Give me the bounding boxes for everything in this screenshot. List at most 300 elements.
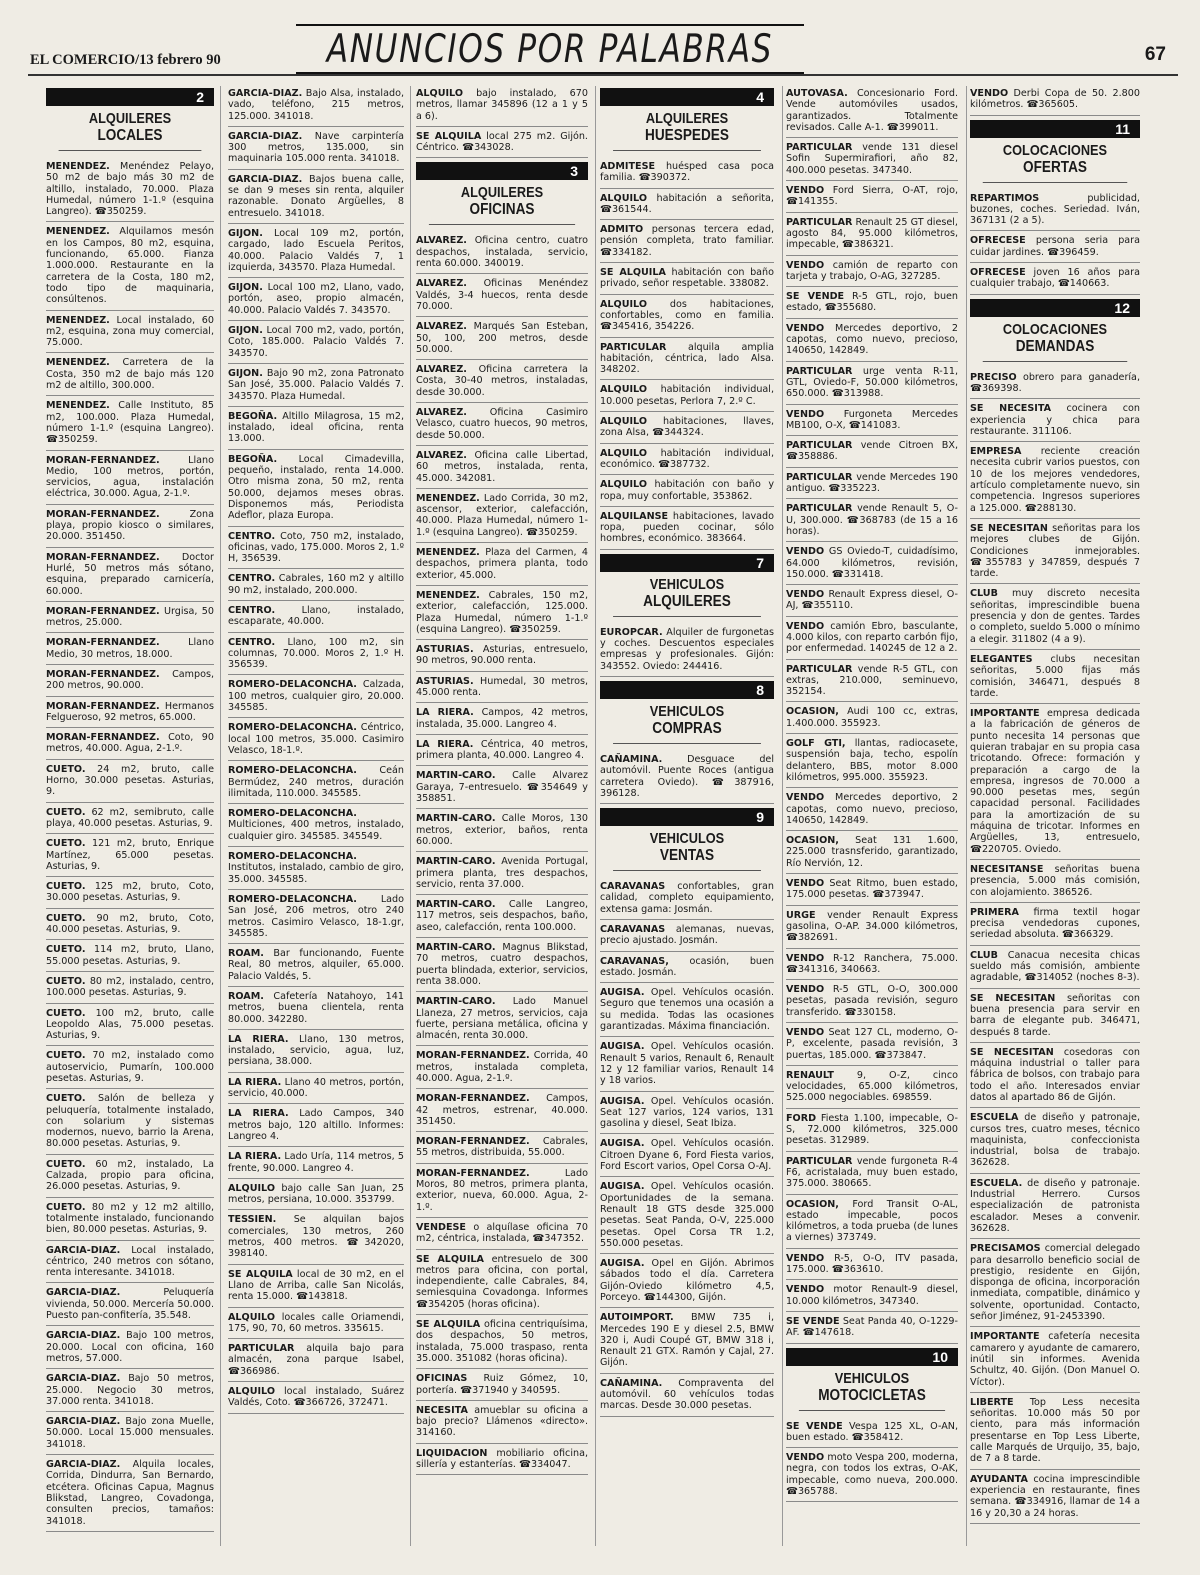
classified-ad [46, 451, 214, 505]
ad-text: habitación individual, 10.000 pesetas, Perlora 7, 2.º C. [600, 384, 774, 407]
ad-lead: REPARTIMOS [970, 192, 1040, 204]
ad-lead: AYUDANTA [970, 1473, 1028, 1485]
ad-lead: PARTICULAR [786, 503, 853, 515]
ad-text: 100 m2, bruto, calle Leopoldo Alas, 75.000 pesetas. Asturias, 9. [46, 1007, 214, 1042]
ad-text: empresa dedicada a la fabricación de géneros de punto necesita 14 personas que quieran trabajar en su propia casa tricotando. Ofrece: formación y preparación a cargo de la empresa, ingresos de 70.000 a 90.000 pesetas mes, según capacidad personal. Facilidades para la amortización de su máquina de tricotar. Informes en Argüelles, 13, entresuelo, ☎220705. Oviedo. [970, 708, 1140, 855]
ad-lead: GIJON. [228, 325, 263, 337]
ad-lead: ROMERO-DELACONCHA. [228, 893, 357, 905]
ad-lead: CUETO. [46, 1201, 86, 1213]
classified-ad [46, 1198, 214, 1241]
ad-lead: GARCIA-DIAZ. [46, 1330, 121, 1342]
section-title [613, 110, 761, 151]
ad-lead: SE ALQUILA [416, 130, 482, 142]
classified-ad [416, 895, 588, 938]
ad-lead: NECESITANSE [970, 863, 1044, 875]
ad-text: señoritas buena presencia, 5.000 más comisión, con alojamiento. 386526. [970, 863, 1140, 898]
ad-text: 80 m2 y 12 m2 altillo, totalmente instalado, funcionando bien, 80.000 pesetas. Asturias, 9. [46, 1201, 214, 1236]
ad-lead: NECESITA [416, 1404, 468, 1416]
classified-ad [600, 189, 774, 221]
classified-ad [228, 364, 404, 407]
ad-text: Plaza del Carmen, 4 despachos, primera planta, todo exterior, 45.000. [416, 547, 588, 581]
ad-text: Bajo zona Muelle, 50.000. Local 15.000 mensuales. 341018. [46, 1416, 214, 1450]
ad-lead: AUGISA. [600, 1181, 645, 1193]
ad-text: Humedal, 30 metros, 45.000 renta. [416, 675, 588, 698]
ad-lead: MARTIN-CARO. [416, 899, 496, 911]
ad-lead: GARCIA-DIAZ. [46, 1416, 121, 1428]
classified-ad [416, 640, 588, 672]
ad-text: Top Less necesita señoritas. 10.000 más 50 por ciento, para más información presentarse en Top Less Liberte, calle Marqués de Urquijo, 35, bajo, de 7 a 8 tarde. [970, 1396, 1140, 1465]
classified-ad [970, 1327, 1140, 1392]
classified-ad [786, 1280, 958, 1312]
ad-text: Opel. Vehículos ocasión. Renault 5 varios, Renault 6, Renault 12 y 12 familiar varios, Renault 14 y 18 varios. [600, 1041, 774, 1087]
ad-text: local de 30 m2, en el Llano de Arriba, calle San Nicolás, renta 15.000. ☎143818. [228, 1268, 404, 1303]
ad-lead: SE ALQUILA [416, 1319, 481, 1331]
ad-lead: ROMERO-DELACONCHA. [228, 851, 357, 863]
ad-text: camión de reparto con tarjeta y trabajo, O-AG, 327285. [786, 259, 958, 282]
ad-text: Nave carpintería 300 metros, 135.000, sin maquinaria 105.000 renta. 341018. [228, 130, 404, 165]
classified-ad [46, 1241, 214, 1284]
ad-text: Concesionario Ford. Vende automóviles usados, garantizados. Totalmente revisados. Calle A-1. ☎399011. [786, 88, 958, 133]
ad-text: Local Cimadevilla, pequeño, instalado, renta 14.000. Otro misma zona, 50 m2, renta 50.000, dejamos meses obras. Disponemos más, Periodista Adeflor, plaza Europa. [228, 453, 404, 522]
ad-text: habitación con baño y ropa, muy confortable, 353862. [600, 479, 774, 502]
ad-text: joven 16 años para cualquier trabajo, ☎140663. [970, 267, 1140, 290]
section-title [799, 1370, 945, 1411]
classified-ad [600, 952, 774, 984]
ad-text: Cabrales, 55 metros, distribuida, 55.000. [416, 1136, 588, 1159]
ad-text: Peluquería vivienda, 50.000. Mercería 50.000. Puesto pan-confitería, 35.548. [46, 1287, 214, 1322]
ad-lead: AUGISA. [600, 987, 645, 999]
ad-lead: ASTURIAS. [416, 644, 474, 656]
classified-ad [46, 697, 214, 729]
classified-ad [786, 1448, 958, 1502]
ad-text: Cafetería Natahoyo, 141 metros, buena clientela, renta 80.000. 342280. [228, 991, 404, 1025]
ad-lead: GARCIA-DIAZ. [228, 130, 303, 142]
ad-lead: ESCUELA. [970, 1177, 1023, 1189]
ad-lead: VENDO [786, 620, 825, 632]
ad-text: Campos, 200 metros, 90.000. [46, 668, 214, 692]
ad-text: Ruiz Gómez, 10, portería. ☎371940 y 340595. [416, 1373, 588, 1396]
classified-ad [228, 601, 404, 633]
ad-lead: LA RIERA. [416, 707, 474, 719]
classified-ad [786, 362, 958, 405]
section-number: 4 [600, 88, 774, 106]
classified-ad [46, 877, 214, 909]
classified-ad [46, 157, 214, 222]
classified-ad [970, 84, 1140, 116]
ad-text: Bajo 100 metros, 20.000. Local con oficina, 160 metros, 57.000. [46, 1330, 214, 1364]
ad-lead: OFRECESE [970, 267, 1026, 279]
classified-ad [46, 633, 214, 665]
classified-ad [786, 1249, 958, 1281]
classified-ad [46, 222, 214, 310]
classified-ad [416, 586, 588, 640]
ad-text: Salón de belleza y peluquería, totalmente instalado, con solarium y sistemas modernos, nuevo, barrio la Arena, 80.000 pesetas. Asturias, 9. [46, 1093, 214, 1150]
section-number: 10 [786, 1348, 958, 1366]
ad-text: alquila amplia habitación, céntrica, lado Alsa. 348202. [600, 341, 774, 376]
ad-text: Cabrales, 160 m2 y altillo 90 m2, instalado, 200.000. [228, 573, 404, 596]
classified-ad [228, 224, 404, 278]
ad-lead: VENDO [786, 1027, 825, 1038]
ad-text: habitaciones, lavado ropa, pueden cocinar, sólo hombres, económico. 383664. [600, 510, 774, 545]
classified-ad [416, 1046, 588, 1089]
page-header [28, 22, 1178, 74]
ad-text: vende Mercedes 190 antiguo. ☎335223. [786, 471, 958, 495]
ad-lead: ALQUILO [228, 1182, 275, 1194]
ad-text: Corrida, 40 metros, instalada completa, 40.000. Agua, 2-1.º. [416, 1050, 588, 1084]
ad-text: Desguace del automóvil. Puente Roces (antigua carretera Oviedo). ☎387916, 396128. [600, 753, 774, 799]
ad-lead: ALQUILO [228, 1311, 275, 1323]
ad-text: Llano, 130 metros, instalado, servicio, agua, luz, persiana, 38.000. [228, 1033, 404, 1068]
ad-text: Vespa 125 XL, O-AN, buen estado. ☎358412. [786, 1420, 958, 1443]
classified-ad [786, 831, 958, 874]
ad-text: Opel en Gijón. Abrimos sábados todo el día. Carretera Gijón-Oviedo kilómetro 4,5, Porceyo. ☎144300, Gijón. [600, 1258, 774, 1303]
ad-lead: CUETO. [46, 1093, 86, 1105]
ad-lead: PARTICULAR [786, 471, 853, 483]
ad-lead: GIJON. [228, 367, 263, 379]
ad-lead: SE NECESITA [970, 403, 1052, 415]
ad-lead: LA RIERA. [228, 1076, 282, 1088]
section-number: 11 [970, 120, 1140, 138]
ad-lead: CLUB [970, 949, 998, 961]
classified-ad [970, 189, 1140, 232]
column-6 [970, 84, 1140, 1554]
ad-text: vende Renault 5, O-U, 300.000. ☎368783 (de 15 a 16 horas). [786, 503, 958, 537]
classified-ad [786, 1312, 958, 1344]
ad-lead: PARTICULAR [786, 1155, 853, 1167]
ad-text: de diseño y patronaje, cursos tres, cuatro meses, técnico maquinista, confeccionista industrial, bolsa de trabajo. 362628. [970, 1112, 1140, 1169]
ad-lead: LA RIERA. [228, 1108, 289, 1120]
classified-ad [786, 734, 958, 788]
ad-text: Lado Uría, 114 metros, 5 frente, 90.000. Langreo 4. [228, 1151, 404, 1174]
classified-ad [228, 987, 404, 1030]
ad-text: Calle Langreo, 117 metros, seis despachos, baño, aseo, calefacción, renta 100.000. [416, 899, 588, 933]
ad-text: Cabrales, 150 m2, exterior, calefacción, 125.000. Plaza Humedal, número 1-1.º (esquina Langreo). ☎350259. [416, 589, 588, 635]
ad-lead: CLUB [970, 588, 998, 600]
ad-lead: ALQUILO [416, 88, 463, 99]
ad-lead: ROMERO-DELACONCHA. [228, 679, 357, 691]
ad-text: Bajo 50 metros, 25.000. Negocio 30 metros, 37.000 renta. 341018. [46, 1373, 214, 1407]
ad-text: Oficina Casimiro Velasco, cuatro huecos, 90 metros, desde 50.000. [416, 407, 588, 441]
ad-text: Oficina carretera la Costa, 30-40 metros, instaladas, desde 30.000. [416, 364, 588, 398]
classified-ad [416, 938, 588, 992]
ad-text: Altillo Milagrosa, 15 m2, instalado, ideal oficina, renta 13.000. [228, 410, 404, 445]
ad-lead: SE NECESITAN [970, 992, 1056, 1004]
classified-ad [786, 660, 958, 703]
classified-ad [416, 766, 588, 809]
classified-ad [786, 585, 958, 617]
ad-text: Urgisa, 50 metros, 25.000. [46, 605, 214, 629]
ad-text: Llano, 100 m2, sin columnas, 70.000. Moros 2, 1.º H. 356539. [228, 636, 404, 671]
ad-lead: VENDO [786, 322, 825, 334]
section-title [429, 184, 575, 225]
ad-text: o alquílase oficina 70 m2, céntrica, instalada, ☎347352. [416, 1221, 588, 1245]
classified-ad [786, 287, 958, 319]
column-divider [220, 86, 221, 1546]
ad-text: alemanas, nuevas, precio ajustado. Josmán. [600, 923, 774, 947]
ad-lead: MORAN-FERNANDEZ. [46, 605, 160, 617]
classified-ad [600, 507, 774, 550]
classified-ad [970, 368, 1140, 400]
ad-lead: ALQUILO [600, 479, 647, 491]
classified-ad [970, 442, 1140, 519]
ad-text: vende 131 diesel Sofin Supermirafiori, año 82, 400.000 pesetas. 347340. [786, 142, 958, 176]
classified-ad [970, 1393, 1140, 1470]
column-4 [600, 84, 774, 1554]
ad-lead: SE VENDE [786, 1315, 840, 1327]
section-title [613, 830, 761, 871]
ad-lead: MENENDEZ. [46, 357, 110, 369]
ad-lead: MORAN-FERNANDEZ. [416, 1050, 530, 1062]
masthead-date: EL COMERCIO/13 febrero 90 [30, 52, 221, 68]
classified-ad [786, 788, 958, 831]
ad-lead: MENENDEZ. [46, 226, 110, 238]
ad-text: cocina imprescindible experiencia en restaurante, fines semana. ☎334916, llamar de 14 a 16 y 20,30 a 24 horas. [970, 1473, 1140, 1519]
ad-text: Multiciones, 400 metros, instalado, cualquier giro. 345585. 345549. [228, 819, 404, 842]
ad-text: ocasión, buen estado. Josmán. [600, 955, 774, 978]
classified-ad [786, 1417, 958, 1449]
ad-lead: ALQUILO [600, 384, 647, 396]
classified-ad [786, 1152, 958, 1195]
ad-lead: CUETO. [46, 1158, 86, 1170]
ad-lead: CUETO. [46, 944, 86, 956]
ad-lead: PARTICULAR [786, 440, 853, 452]
ad-lead: CARAVANAS, [600, 955, 669, 967]
classified-ad [970, 1239, 1140, 1327]
ad-lead: FORD [786, 1112, 817, 1124]
ad-lead: URGE [786, 909, 816, 921]
ad-text: Ford Sierra, O-AT, rojo, ☎141355. [786, 185, 958, 208]
classified-ad [786, 256, 958, 288]
ad-text: Se alquilan bajos comerciales, 130 metros, 260 metros, 400 metros. ☎342020, 398140. [228, 1214, 404, 1260]
classified-ad [416, 852, 588, 895]
ad-lead: EMPRESA [970, 446, 1022, 458]
classified-ad [600, 338, 774, 381]
section-title [613, 576, 761, 617]
ad-text: vende Citroen BX, ☎358886. [786, 440, 958, 463]
classified-ad [600, 1037, 774, 1091]
ad-lead: ALVAREZ. [416, 449, 467, 461]
classified-ad [46, 505, 214, 548]
classified-ad [228, 321, 404, 364]
classified-ad [416, 127, 588, 159]
column-2 [228, 84, 404, 1554]
classified-ad [228, 527, 404, 570]
ad-lead: SE VENDE [786, 1420, 843, 1432]
ad-lead: MARTIN-CARO. [416, 813, 496, 825]
section-title-line1: COLOCACIONES [1002, 141, 1108, 159]
ad-lead: CARAVANAS [600, 923, 666, 935]
section-header [786, 1348, 958, 1411]
classified-ad [600, 295, 774, 338]
ad-lead: ASTURIAS. [416, 675, 474, 687]
ad-text: 9, O-Z, cinco velocidades, 65.000 kilómetros, 525.000 negociables. 698559. [786, 1069, 958, 1104]
classified-ad [970, 519, 1140, 584]
ad-lead: VENDO [786, 792, 825, 804]
classified-ad [416, 543, 588, 586]
classified-ad [46, 1326, 214, 1369]
ad-text: Alquila locales, Corrida, Dindurra, San Bernardo, etcétera. Oficinas Capua, Magnus Blikstad, Langreo, Covadonga, consulten precios, tamaños: 341018. [46, 1459, 214, 1527]
classified-ad [228, 407, 404, 450]
ad-text: urge venta R-11, GTL, Oviedo-F, 50.000 kilómetros, 650.000. ☎313988. [786, 365, 958, 400]
ad-lead: MORAN-FERNANDEZ. [416, 1136, 530, 1148]
classified-ad [786, 980, 958, 1023]
ad-lead: CUETO. [46, 806, 86, 818]
ad-lead: MARTIN-CARO. [416, 856, 496, 868]
classified-ad [46, 1283, 214, 1326]
ad-lead: CUETO. [46, 1050, 86, 1062]
ad-text: Renault 25 GT diesel, agosto 84, 95.000 kilómetros, impecable, ☎386321. [786, 216, 958, 251]
section-title-line2: DEMANDAS [1015, 337, 1095, 355]
classified-ad [970, 399, 1140, 442]
section-number: 3 [416, 162, 588, 180]
ad-text: Asturias, entresuelo, 90 metros, 90.000 renta. [416, 644, 588, 667]
ad-lead: ALVAREZ. [416, 407, 467, 419]
ad-text: 121 m2, bruto, Enrique Martínez, 65.000 pesetas. Asturias, 9. [46, 838, 214, 872]
ad-text: Llano Medio, 30 metros, 18.000. [46, 637, 214, 660]
classified-ad [416, 992, 588, 1046]
classified-ad [970, 860, 1140, 903]
ad-lead: CUETO. [46, 838, 86, 850]
classified-ad [46, 1046, 214, 1089]
section-header [600, 808, 774, 871]
ad-text: alquila bajo para almacén, zona parque Isabel, ☎366986. [228, 1343, 404, 1377]
ad-lead: ROAM. [228, 948, 264, 960]
ad-lead: BEGOÑA. [228, 410, 278, 422]
classified-ad [46, 602, 214, 634]
ad-lead: EUROPCAR. [600, 626, 663, 638]
classified-ad [228, 761, 404, 804]
classified-ad [416, 1369, 588, 1401]
classified-ad [600, 623, 774, 677]
section-title-line2: ALQUILERES [643, 592, 731, 610]
ad-text: 24 m2, bruto, calle Horno, 30.000 pesetas. Asturias, 9. [46, 763, 214, 798]
classified-ad [600, 220, 774, 263]
ad-text: Opel. Vehículos ocasión. Seguro que tenemos una ocasión a su medida. Todas las ocasiones garantizadas. Máxima financiación. [600, 987, 774, 1033]
ad-text: cocinera con experiencia y chica para restaurante. 311106. [970, 403, 1140, 437]
classified-ad [786, 436, 958, 468]
classified-ad [416, 274, 588, 317]
classified-ad [228, 718, 404, 761]
column-3 [416, 84, 588, 1554]
ad-text: 70 m2, instalado como autoservicio, Pumarín, 100.000 pesetas. Asturias, 9. [46, 1050, 214, 1084]
ad-text: Bajo Alsa, instalado, vado, teléfono, 215 metros, 125.000. 341018. [228, 88, 404, 122]
classified-ad [786, 1023, 958, 1066]
ad-text: obrero para ganadería, ☎369398. [970, 371, 1140, 394]
column-divider [410, 86, 411, 1546]
section-title-line1: VEHICULOS [649, 830, 725, 848]
classified-ad [786, 1195, 958, 1249]
ad-lead: GARCIA-DIAZ. [46, 1244, 121, 1256]
ad-text: Compraventa del automóvil. 60 vehículos todas marcas. Desde 30.000 pesetas. [600, 1377, 774, 1412]
ad-lead: CUETO. [46, 1007, 86, 1019]
section-header [416, 162, 588, 225]
ad-lead: MENENDEZ. [46, 400, 110, 412]
ad-text: mobiliario oficina, sillería y estanterías. ☎334047. [416, 1447, 588, 1471]
ad-lead: ROMERO-DELACONCHA. [228, 722, 357, 734]
ad-lead: LA RIERA. [228, 1033, 289, 1045]
classified-ad [786, 702, 958, 734]
ad-lead: ALVAREZ. [416, 278, 467, 290]
column-divider [595, 86, 596, 1546]
ad-text: firma textil hogar precisa vendedoras cupones, seriedad absoluta. ☎366329. [970, 906, 1140, 941]
classified-ad [786, 1109, 958, 1152]
ad-lead: SE ALQUILA [600, 267, 666, 279]
classified-ad [600, 1177, 774, 1254]
ad-lead: VENDO [786, 984, 825, 996]
ad-lead: CUETO. [46, 975, 86, 987]
ad-text: Oficina calle Libertad, 60 metros, instalada, renta, 45.000. 342081. [416, 449, 588, 484]
classified-ad [46, 1412, 214, 1455]
ad-lead: AUGISA. [600, 1041, 645, 1053]
classified-ad [46, 1089, 214, 1154]
ad-text: habitación individual, económico. ☎387732. [600, 447, 774, 470]
section-title [613, 703, 761, 744]
ad-text: Furgoneta Mercedes MB100, O-X, ☎141083. [786, 408, 958, 431]
ad-text: Bajos buena calle, se dan 9 meses sin renta, alquiler razonable. Donato Argüelles, 8 entresuelo. 341018. [228, 173, 404, 219]
ad-lead: GOLF GTI, [786, 738, 846, 750]
section-banner [296, 24, 804, 74]
ad-text: bajo instalado, 670 metros, llamar 345896 (12 a 1 y 5 a 6). [416, 88, 588, 122]
section-title-line1: VEHICULOS [834, 1369, 910, 1387]
section-number: 7 [600, 554, 774, 572]
classified-ad [416, 1164, 588, 1218]
classified-ad [228, 1382, 404, 1414]
classified-ad [600, 263, 774, 295]
ad-lead: CENTRO. [228, 604, 276, 616]
ad-text: Doctor Hurlé, 50 metros más sótano, esquina, preparado carnicería, 60.000. [46, 551, 214, 597]
ad-lead: RENAULT [786, 1069, 834, 1081]
ad-text: huésped casa poca familia. ☎390372. [600, 161, 774, 184]
ad-text: persona seria para cuidar jardines. ☎396459. [970, 235, 1140, 258]
classified-ad [970, 1174, 1140, 1239]
classified-ad [786, 906, 958, 949]
classified-ad [786, 949, 958, 981]
ad-lead: OFRECESE [970, 235, 1026, 247]
ad-lead: OCASION, [786, 1198, 839, 1210]
ad-text: Calle Alvarez Garaya, 7-entresuelo. ☎354649 y 358851. [416, 770, 588, 805]
ad-text: Seat 127 CL, moderno, O-P, excelente, pasada revisión, 3 puertas, 185.000. ☎373847. [786, 1027, 958, 1061]
ad-lead: ROMERO-DELACONCHA. [228, 808, 357, 820]
ad-lead: MENENDEZ. [416, 547, 480, 559]
section-header [600, 554, 774, 617]
section-title-line1: ALQUILERES [460, 184, 544, 202]
classified-ad [416, 809, 588, 852]
classified-ad [600, 877, 774, 920]
classified-ad [228, 278, 404, 321]
ad-text: Carretera de la Costa, 350 m2 de bajo más 120 m2 de altillo, 300.000. [46, 357, 214, 392]
ad-text: publicidad, buzones, coches. Seriedad. Iván, 367131 (2 a 5). [970, 192, 1140, 227]
classified-ad [416, 703, 588, 735]
classified-ad [228, 1308, 404, 1340]
section-header [600, 681, 774, 744]
ad-text: Local 109 m2, portón, cargado, lado Escuela Peritos, 40.000. Palacio Valdés 7, 1 izquierda, 343570. Plaza Humedal. [228, 227, 404, 273]
ad-lead: CUETO. [46, 763, 86, 775]
ad-text: señoritas con buena presencia para servir en barra de elegante pub. 346471, después 8 tarde. [970, 992, 1140, 1038]
column-divider [966, 86, 967, 1546]
ad-text: Calle Instituto, 85 m2, 100.000. Plaza Humedal, número 1-1.º (esquina Langreo). ☎350259. [46, 400, 214, 446]
ad-text: Bar funcionando, Fuente Real, 80 metros, alquiler, 65.000. Palacio Valdés, 5. [228, 948, 404, 982]
classified-ad [46, 548, 214, 602]
ad-text: Magnus Blikstad, 70 metros, cuatro despachos, puerta blindada, exterior, servicios, renta 38.000. [416, 942, 588, 987]
classified-ad [228, 804, 404, 847]
ad-lead: ALQUILO [600, 416, 647, 428]
ad-lead: PARTICULAR [786, 216, 853, 228]
classified-ad [786, 542, 958, 585]
classified-ad [416, 1250, 588, 1315]
ad-text: Ford Transit O-AL, estado impecable, pocos kilómetros, a toda prueba (de lunes a viernes) 373749. [786, 1198, 958, 1244]
classified-ad [228, 84, 404, 127]
classified-ad [228, 127, 404, 170]
